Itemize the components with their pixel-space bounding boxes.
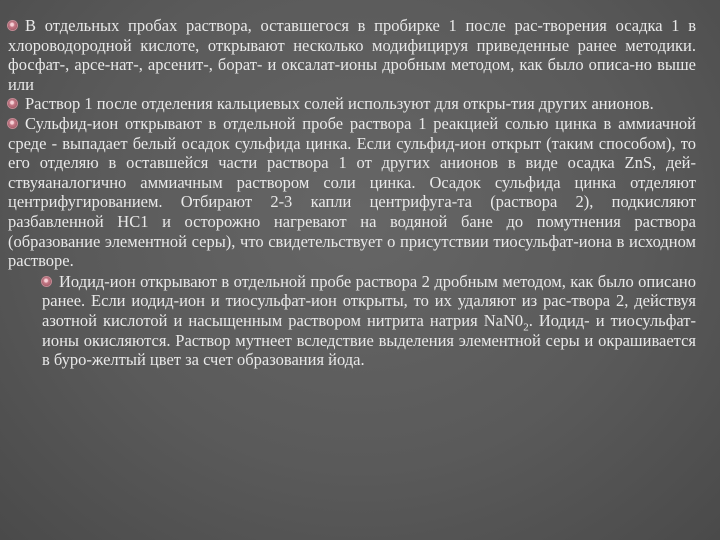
paragraph-3 — [8, 114, 696, 271]
subscript: 2 — [523, 321, 529, 334]
content-area — [8, 16, 696, 370]
paragraph-2-text: Раствор 1 после отделения кальциевых солей используют для откры-тия других анионов. — [25, 94, 654, 114]
paragraph-2 — [8, 94, 696, 114]
paragraph-4 — [42, 272, 696, 370]
bullet-icon — [42, 277, 51, 286]
bullet-icon — [8, 119, 17, 128]
paragraph-1 — [8, 16, 696, 94]
paragraph-4-text-before: Иодид-ион открывают в отдельной пробе раствора 2 дробным методом, как было описано ранее. Если иодид-ион и тиосульфат-ион открыты, то их удаляют из рас-твора 2, действуя азотной кислотой и насыщенным раствором нитрита натрия NaN0 — [42, 271, 696, 330]
bullet-icon — [8, 99, 17, 108]
bullet-icon — [8, 21, 17, 30]
paragraph-1-text: В отдельных пробах раствора, оставшегося в пробирке 1 после рас-творения осадка 1 в хлороводородной кислоте, открывают несколько модифицируя приведенные ранее методики. фосфат-, арсе-нат-, арсенит-, борат- и оксалат-ионы дробным методом, как было описа-но выше или — [8, 16, 696, 94]
paragraph-4-text-after: . Иодид- и тиосульфат-ионы окисляются. Раствор мутнеет вследствие выделения элементной серы и окрашивается в буро-желтый цвет за счет образования йода. — [42, 310, 697, 370]
paragraph-3-text: Сульфид-ион открывают в отдельной пробе раствора 1 реакцией солью цинка в аммиачной среде - выпадает белый осадок сульфида цинка. Если сульфид-ион открыт (таким способом), то его отделяю в оставшейся части раствора 1 от других анионов в виде осадка ZnS, дей-ствуяаналогично аммиачным раствором соли цинка. Осадок сульфида цинка отделяют центрифугированием. Отбирают 2-3 капли центрифуга-та (раствора 2), подкисляют разбавленной НС1 и осторожно нагревают на водяной бане до помутнения раствора (образование элементной серы), что свидетельствует о присутствии тиосульфат-иона в исходном растворе. — [8, 113, 696, 271]
